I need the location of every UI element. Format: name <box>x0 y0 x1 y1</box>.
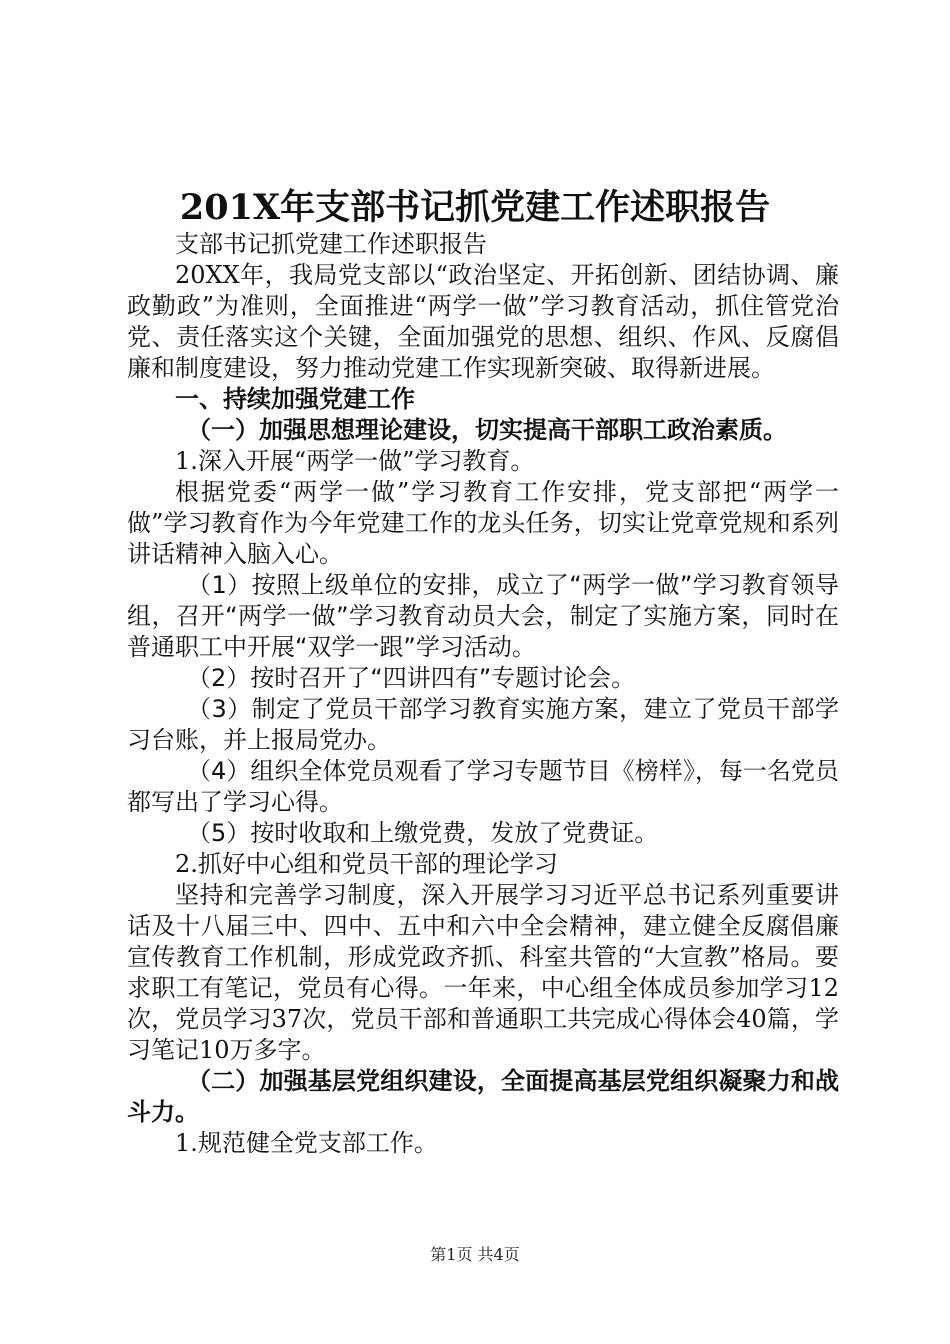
document-title: 201X年支部书记抓党建工作述职报告 <box>179 187 771 228</box>
list-item-3: （3）制定了党员干部学习教育实施方案，建立了党员干部学习台账，并上报局党办。 <box>127 695 839 754</box>
list-item-2: （2）按时召开了“四讲四有”专题讨论会。 <box>187 664 636 692</box>
subsection-heading-1: （一）加强思想理论建设，切实提高干部职工政治素质。 <box>187 416 787 444</box>
paragraph-study-plan: 根据党委“两学一做”学习教育工作安排，党支部把“两学一做”学习教育作为今年党建工作的龙头任务，切实让党章党规和系列讲话精神入脑入心。 <box>127 478 839 568</box>
item-heading-2-1: 1.规范健全党支部工作。 <box>175 1129 438 1157</box>
document-body <box>127 229 839 1159</box>
paragraph-intro: 20XX年，我局党支部以“政治坚定、开拓创新、团结协调、廉政勤政”为准则，全面推进“两学一做”学习教育活动，抓住管党治党、责任落实这个关键，全面加强党的思想、组织、作风、反腐倡廉和制度建设，努力推动党建工作实现新突破、取得新进展。 <box>127 261 839 382</box>
list-item-1: （1）按照上级单位的安排，成立了“两学一做”学习教育领导组，召开“两学一做”学习教育动员大会，制定了实施方案，同时在普通职工中开展“双学一跟”学习活动。 <box>127 571 839 661</box>
list-item-4: （4）组织全体党员观看了学习专题节目《榜样》，每一名党员都写出了学习心得。 <box>127 757 839 816</box>
subsection-heading-2: （二）加强基层党组织建设，全面提高基层党组织凝聚力和战斗力。 <box>127 1067 839 1126</box>
item-heading-1-1: 1.深入开展“两学一做”学习教育。 <box>175 447 535 475</box>
item-heading-1-2: 2.抓好中心组和党员干部的理论学习 <box>175 850 558 878</box>
paragraph-subtitle: 支部书记抓党建工作述职报告 <box>175 230 487 258</box>
page-footer: 第1页 共4页 <box>430 1245 520 1264</box>
paragraph-theory-study: 坚持和完善学习制度，深入开展学习习近平总书记系列重要讲话及十八届三中、四中、五中和六中全会精神，建立健全反腐倡廉宣传教育工作机制，形成党政齐抓、科室共管的“大宣教”格局。要求职工有笔记，党员有心得。一年来，中心组全体成员参加学习12次，党员学习37次，党员干部和普通职工共完成心得体会40篇，学习笔记10万多字。 <box>127 881 839 1064</box>
list-item-5: （5）按时收取和上缴党费，发放了党费证。 <box>187 819 659 847</box>
section-heading-1: 一、持续加强党建工作 <box>175 385 415 413</box>
